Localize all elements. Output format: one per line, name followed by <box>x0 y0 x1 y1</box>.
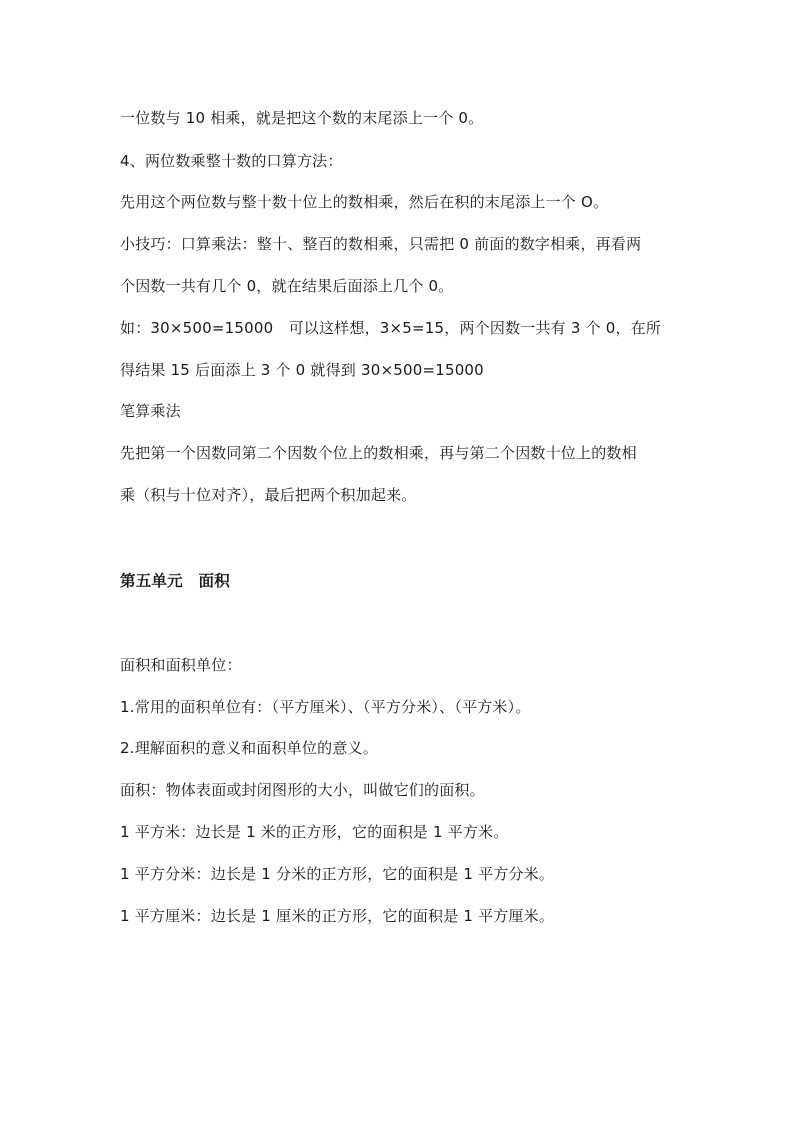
text-line: 个因数一共有几个 0，就在结果后面添上几个 0。 <box>120 277 454 295</box>
text-line: 笔算乘法 <box>120 402 181 420</box>
text-line: 1 平方分米：边长是 1 分米的正方形，它的面积是 1 平方分米。 <box>120 865 555 883</box>
text-line: 先用这个两位数与整十数十位上的数相乘，然后在积的末尾添上一个 O。 <box>120 193 609 211</box>
text-line: 1 平方米：边长是 1 米的正方形，它的面积是 1 平方米。 <box>120 823 509 841</box>
text-line: 一位数与 10 相乘，就是把这个数的末尾添上一个 0。 <box>120 109 484 127</box>
text-line: 先把第一个因数同第二个因数个位上的数相乘，再与第二个因数十位上的数相 <box>120 444 637 462</box>
text-line: 面积：物体表面或封闭图形的大小，叫做它们的面积。 <box>120 781 485 799</box>
text-line: 小技巧：口算乘法：整十、整百的数相乘，只需把 0 前面的数字相乘，再看两 <box>120 235 642 253</box>
text-line: 面积和面积单位： <box>120 656 242 674</box>
text-line: 乘（积与十位对齐），最后把两个积加起来。 <box>120 486 417 504</box>
text-line: 得结果 15 后面添上 3 个 0 就得到 30×500=15000 <box>120 361 484 379</box>
text-line: 如：30×500=15000 可以这样想，3×5=15，两个因数一共有 3 个 0，在所 <box>120 319 662 337</box>
text-line: 1 平方厘米：边长是 1 厘米的正方形，它的面积是 1 平方厘米。 <box>120 907 555 925</box>
section-heading: 第五单元 面积 <box>120 572 230 590</box>
text-line: 1.常用的面积单位有：（平方厘米）、（平方分米）、（平方米）。 <box>120 698 531 716</box>
text-line: 4、两位数乘整十数的口算方法： <box>120 152 343 170</box>
text-line: 2.理解面积的意义和面积单位的意义。 <box>120 739 378 757</box>
